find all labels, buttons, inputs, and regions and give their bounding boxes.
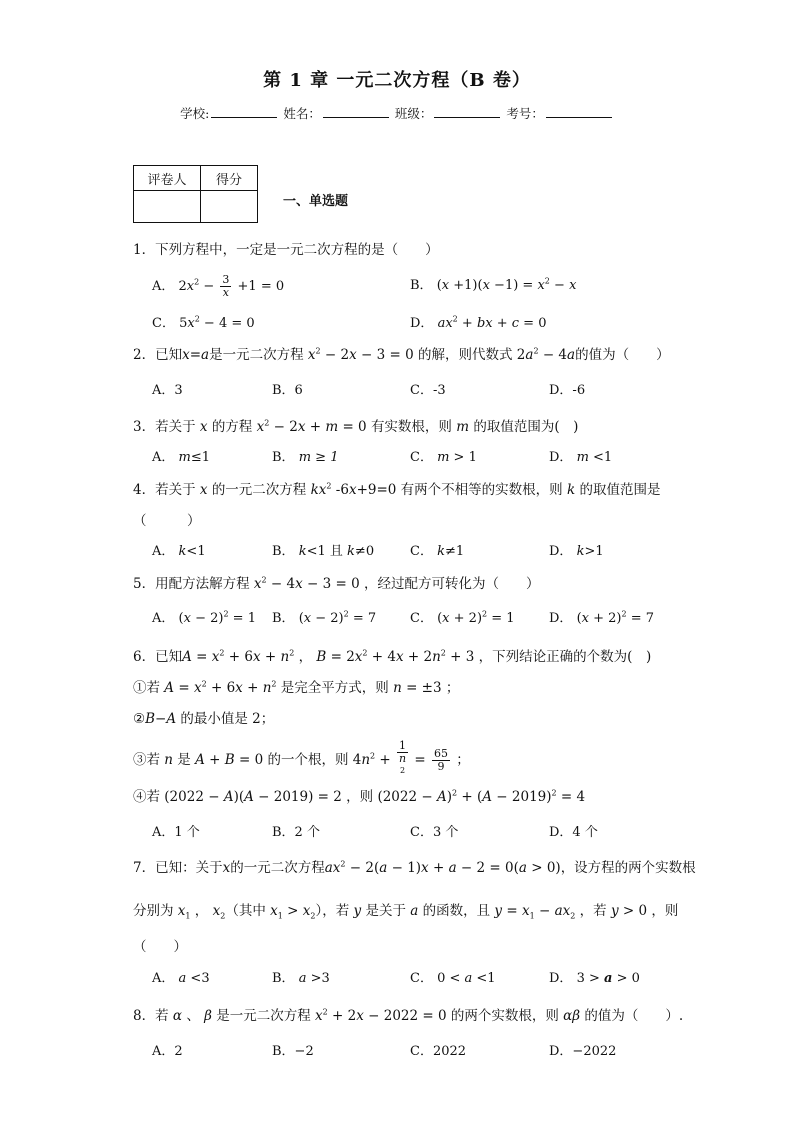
- exam-number-blank[interactable]: [546, 105, 612, 118]
- page-title: 第 1 章 一元二次方程（B 卷）: [263, 70, 531, 91]
- question-7-stem-line3: （ ）: [133, 939, 187, 955]
- q8-option-c[interactable]: C．2022: [410, 1044, 467, 1059]
- q7-option-c[interactable]: C． 0 < a <1: [410, 971, 496, 986]
- q5-option-b[interactable]: B． $(x - 2)^2 = 7$: [272, 609, 377, 626]
- school-blank[interactable]: [211, 105, 277, 118]
- q4-option-b[interactable]: B． k<1 且 k≠0: [272, 544, 375, 559]
- question-3-stem: 3．若关于 x 的方程 $x^2 - 2x + m = 0$ 有实数根，则 m 的取值范围为( ): [133, 418, 579, 435]
- q3-option-c[interactable]: C． m > 1: [410, 450, 477, 465]
- q6-option-a[interactable]: A．1 个: [152, 825, 200, 840]
- question-8-stem: 8．若 α 、 β 是一元二次方程 $x^2 + 2x - 2022 = 0$ 的两个实数根，则 αβ 的值为（ ）.: [133, 1007, 684, 1024]
- q2-option-a[interactable]: A．3: [152, 383, 183, 398]
- q7-option-b[interactable]: B． a >3: [272, 971, 330, 986]
- q6-statement-2: ②B−A 的最小值是 2；: [133, 711, 275, 727]
- q8-option-a[interactable]: A．2: [152, 1044, 183, 1059]
- school-label: 学校:: [180, 106, 210, 121]
- q1-option-d[interactable]: D． $ax^2$ + bx + c = 0: [410, 314, 547, 331]
- question-5-stem: 5．用配方法解方程 $x^2 - 4x - 3 = 0$ ，经过配方可转化为（ ）: [133, 575, 540, 592]
- score-cell[interactable]: [201, 191, 258, 223]
- section-title: 一、单选题: [283, 194, 349, 209]
- q8-option-d[interactable]: D．−2022: [549, 1044, 617, 1059]
- q6-statement-3: ③若 n 是 A + B = 0 的一个根，则 $4n^2$ + 1 n $^2$ = $\frac{65}{9}$ ；: [133, 739, 470, 775]
- q6-option-d[interactable]: D．4 个: [549, 825, 598, 840]
- student-info-line: [0, 104, 794, 122]
- question-7-stem: 7．已知：关于x的一元二次方程$ax^2 - 2(a - 1)x + a - 2 = 0(a > 0)$，设方程的两个实数根: [133, 859, 696, 876]
- q1-option-c[interactable]: C． $5x^2 - 4 = 0$: [152, 314, 255, 331]
- q7-option-a[interactable]: A． a <3: [152, 971, 210, 986]
- q1-option-a[interactable]: A． $2x^2$ − $\frac{3}{x}$ +1 = 0: [152, 273, 285, 299]
- score-table: [133, 165, 258, 223]
- q8-option-b[interactable]: B．−2: [272, 1044, 314, 1059]
- q6-statement-1: ①若 $A = x^2 + 6x + n^2$ 是完全平方式，则 n = ±3 ；: [133, 679, 460, 696]
- class-label: 班级：: [394, 106, 433, 121]
- exam-number-label: 考号：: [506, 106, 544, 121]
- score-header: 得分: [201, 166, 258, 191]
- q4-option-d[interactable]: D． k>1: [549, 544, 604, 559]
- question-4-stem: 4．若关于 x 的一元二次方程 $kx^2$ -6x+9=0 有两个不相等的实数根，则 k 的取值范围是: [133, 481, 661, 498]
- grader-cell[interactable]: [134, 191, 201, 223]
- q3-option-a[interactable]: A． m≤1: [152, 450, 211, 465]
- q1-option-b[interactable]: B． $(x +1)(x -1) = x^2 - x$: [410, 276, 577, 293]
- q2-option-d[interactable]: D．-6: [549, 383, 586, 398]
- name-blank[interactable]: [323, 105, 389, 118]
- question-4-stem-line2: （ ）: [133, 513, 201, 529]
- q4-option-a[interactable]: A． k<1: [152, 544, 206, 559]
- q3-option-d[interactable]: D． m <1: [549, 450, 613, 465]
- q6-option-b[interactable]: B．2 个: [272, 825, 320, 840]
- q5-option-d[interactable]: D． $(x + 2)^2 = 7$: [549, 609, 655, 626]
- q3-option-b[interactable]: B． m ≥ 1: [272, 450, 339, 465]
- q7-option-d[interactable]: D． 3 > a > 0: [549, 971, 640, 986]
- q2-option-b[interactable]: B．6: [272, 383, 303, 398]
- q5-option-a[interactable]: A． $(x - 2)^2 = 1$: [152, 609, 256, 626]
- question-6-stem: 6．已知$A = x^2 + 6x + n^2$ ， $B = 2x^2 + 4x + 2n^2 + 3$ ，下列结论正确的个数为( ): [133, 648, 652, 665]
- question-2-stem: 2．已知x=a是一元二次方程 $x^2 - 2x - 3 = 0$ 的解，则代数式 $2a^2 - 4a$的值为（ ）: [133, 346, 670, 363]
- q5-option-c[interactable]: C． $(x + 2)^2 = 1$: [410, 609, 515, 626]
- q6-option-c[interactable]: C．3 个: [410, 825, 459, 840]
- q2-option-c[interactable]: C．-3: [410, 383, 446, 398]
- q6-statement-4: ④若 (2022 − A)(A − 2019) = 2 ，则 $(2022 - A)^2 + (A - 2019)^2 = 4$: [133, 788, 586, 805]
- class-blank[interactable]: [434, 105, 500, 118]
- grader-header: 评卷人: [134, 166, 201, 191]
- q4-option-c[interactable]: C． k≠1: [410, 544, 465, 559]
- question-7-stem-line2: 分别为 $x_1$ ， $x_2$（其中 $x_1 > x_2$），若 y 是关于 a 的函数，且 $y = x_1 - ax_2$ ，若 y > 0 ，则: [133, 903, 679, 921]
- name-label: 姓名：: [283, 106, 321, 121]
- question-1-stem: 1．下列方程中，一定是一元二次方程的是（ ）: [133, 242, 439, 258]
